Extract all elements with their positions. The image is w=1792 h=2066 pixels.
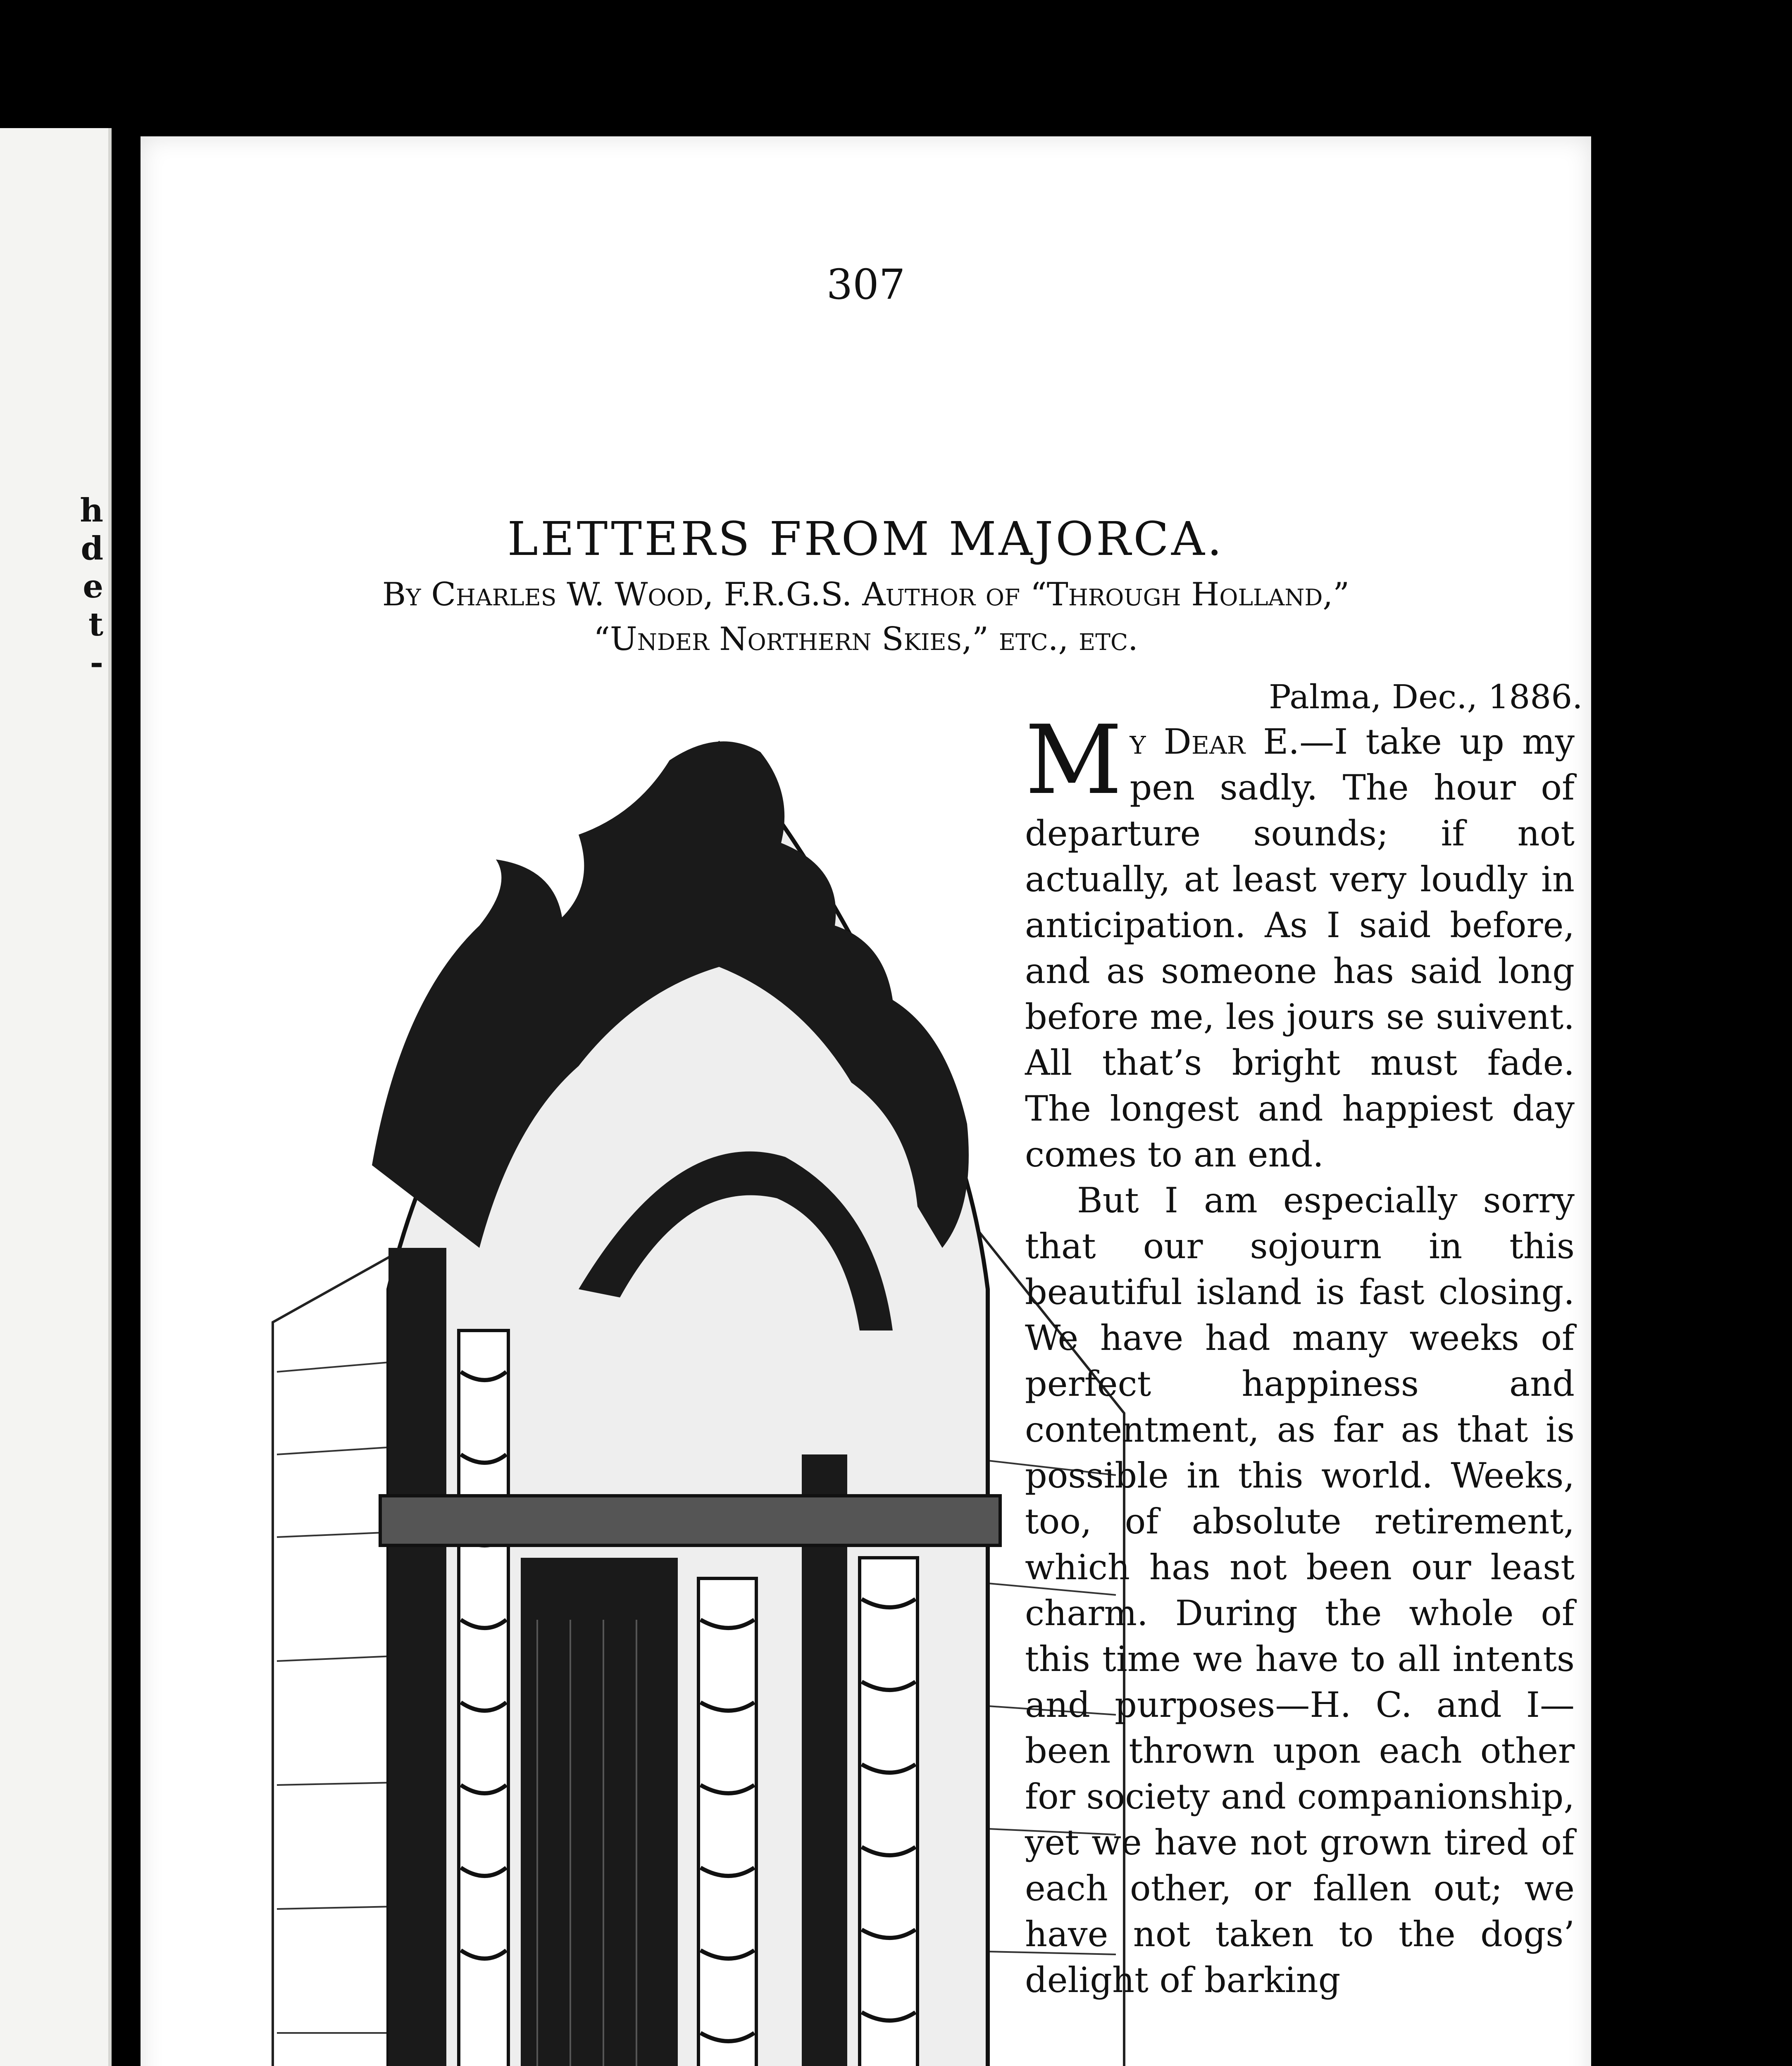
byline	[248, 572, 1484, 662]
text-column-right	[1025, 705, 1575, 2003]
paragraph-1-text: —I take up my pen sadly. The hour of departure sounds; if not actually, at least very loudly in anticipation. As I said before, and as someone has said long before me, les jours se suivent. All that’s bright must fade. The longest and happiest day comes to an end.	[1025, 721, 1575, 1175]
jesuits-college-portal-engraving	[265, 705, 1141, 2066]
article-title: LETTERS FROM MAJORCA.	[507, 512, 1225, 566]
paragraph-1	[1025, 705, 1575, 1178]
engraving-illustration	[265, 705, 1141, 2066]
book-page	[141, 136, 1591, 2066]
edge-char: t	[88, 606, 103, 643]
byline-line-2: “Under Northern Skies,” etc., etc.	[593, 621, 1138, 658]
byline-line-1: By Charles W. Wood, F.R.G.S. Author of “Through Holland,”	[382, 576, 1350, 613]
page-number: 307	[826, 260, 906, 309]
edge-char: e	[83, 568, 103, 605]
salutation: y Dear E.	[1130, 721, 1300, 762]
paragraph-2-column: But I am especially sorry that our sojourn in this beautiful island is fast closing. We have had many weeks of perfect happiness and contentment, as far as that is possible in this world. Weeks, too, of absolute retirement, which has not been our least charm. During the whole of this time we have to all intents and purposes—H. C. and I—been thrown upon each other for society and companionship, yet we have not grown tired of each other, or fallen out; we have not taken to the dogs’ delight of barking	[1025, 1180, 1575, 2000]
left-page-edge	[0, 128, 112, 2066]
left-page-text-fragments	[0, 492, 103, 682]
edge-char: h	[80, 492, 103, 529]
edge-char: -	[90, 644, 103, 681]
dateline: Palma, Dec., 1886.	[1269, 678, 1583, 716]
edge-char: d	[81, 530, 103, 567]
drop-cap: M	[1025, 705, 1122, 816]
